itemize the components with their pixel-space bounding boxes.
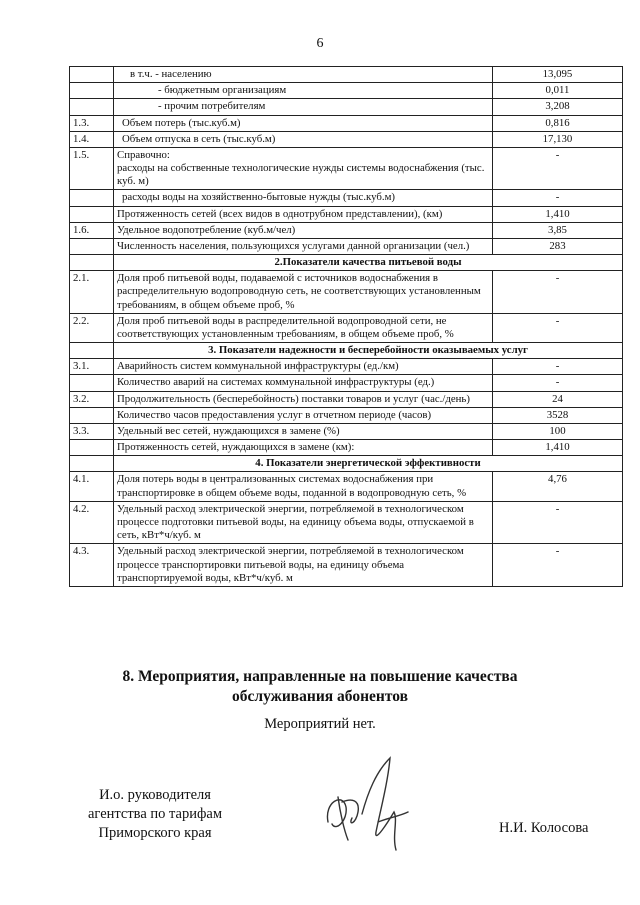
section-header: 4. Показатели энергетической эффективности [114,456,623,472]
row-number [70,440,114,456]
section-8-title-line2: обслуживания абонентов [232,688,408,706]
indicator-label: Доля проб питьевой воды, подаваемой с источников водоснабжения в распределительную водопроводную сеть, не соответствующих установленным требованиям, в общем объеме проб, % [114,271,493,314]
position-line-2: агентства по тарифам [88,805,222,822]
indicator-value: - [493,359,623,375]
section-8-title [0,667,640,707]
section-header-row [70,255,623,271]
signatory-position [70,786,240,843]
indicator-value: 1,410 [493,440,623,456]
indicator-label: Количество аварий на системах коммунальной инфраструктуры (ед.) [114,375,493,391]
table-row [70,147,623,190]
indicator-label: Доля потерь воды в централизованных системах водоснабжения при транспортировке в общем объеме воды, поданной в водопроводную сеть, % [114,472,493,501]
indicator-value: - [493,190,623,206]
indicator-value: - [493,544,623,587]
row-number [70,67,114,83]
page-number: 6 [316,36,324,51]
table-row [70,222,623,238]
indicator-label: Численность населения, пользующихся услугами данной организации (чел.) [114,238,493,254]
table-row [70,313,623,342]
section-8-title-line1: 8. Мероприятия, направленные на повышение качества [122,668,518,685]
indicator-label: Удельное водопотребление (куб.м/чел) [114,222,493,238]
row-number [70,238,114,254]
table-row [70,131,623,147]
table-row [70,375,623,391]
position-line-1: И.о. руководителя [99,787,211,803]
row-number: 1.6. [70,222,114,238]
table-row [70,544,623,587]
table-row [70,271,623,314]
table-row [70,391,623,407]
indicator-label: Продолжительность (бесперебойность) поставки товаров и услуг (час./день) [114,391,493,407]
indicator-label: Протяженность сетей, нуждающихся в замене (км): [114,440,493,456]
table-row [70,67,623,83]
indicator-value: 13,095 [493,67,623,83]
indicator-label: Количество часов предоставления услуг в отчетном периоде (часов) [114,407,493,423]
row-number: 3.3. [70,423,114,439]
table-row [70,190,623,206]
table-row [70,99,623,115]
indicator-label: в т.ч. - населению [114,67,493,83]
row-number: 2.1. [70,271,114,314]
indicator-label: - прочим потребителям [114,99,493,115]
position-line-3: Приморского края [98,824,212,841]
indicator-value: 0,011 [493,83,623,99]
section-number-cell [70,343,114,359]
table-row [70,206,623,222]
table-row [70,115,623,131]
indicator-value: - [493,313,623,342]
row-number [70,190,114,206]
indicator-value: 24 [493,391,623,407]
table-row [70,238,623,254]
indicator-label: Объем потерь (тыс.куб.м) [114,115,493,131]
handwritten-signature [318,752,438,862]
indicator-value: 3,85 [493,222,623,238]
indicator-value: - [493,375,623,391]
section-header: 2.Показатели качества питьевой воды [114,255,623,271]
indicator-value: 3528 [493,407,623,423]
table-row [70,423,623,439]
table-row [70,472,623,501]
indicator-label: Справочно: расходы на собственные технологические нужды системы водоснабжения (тыс. куб. м) [114,147,493,190]
indicator-label: Удельный вес сетей, нуждающихся в замене (%) [114,423,493,439]
row-number: 4.1. [70,472,114,501]
row-number: 1.3. [70,115,114,131]
section-header-row [70,456,623,472]
row-number: 1.5. [70,147,114,190]
row-number [70,99,114,115]
row-number: 3.2. [70,391,114,407]
indicator-label: Протяженность сетей (всех видов в однотрубном представлении), (км) [114,206,493,222]
indicator-value: - [493,501,623,544]
table-row [70,501,623,544]
section-header-row [70,343,623,359]
row-number [70,375,114,391]
row-number: 4.2. [70,501,114,544]
table-row [70,83,623,99]
indicator-value: 1,410 [493,206,623,222]
row-number: 3.1. [70,359,114,375]
row-number [70,407,114,423]
no-measures-text: Мероприятий нет. [264,716,376,732]
indicator-label: - бюджетным организациям [114,83,493,99]
indicator-label: Доля проб питьевой воды в распределительной водопроводной сети, не соответствующих установленным требованиям, в общем объеме проб, % [114,313,493,342]
section-number-cell [70,255,114,271]
indicator-value: 3,208 [493,99,623,115]
indicator-value: 17,130 [493,131,623,147]
signatory-name: Н.И. Колосова [499,820,589,836]
table-row [70,440,623,456]
indicator-label: Объем отпуска в сеть (тыс.куб.м) [114,131,493,147]
section-number-cell [70,456,114,472]
table-row [70,407,623,423]
indicator-value: 4,76 [493,472,623,501]
table-row [70,359,623,375]
row-number [70,83,114,99]
indicators-table [69,66,623,587]
row-number: 1.4. [70,131,114,147]
indicator-value: - [493,147,623,190]
section-header: 3. Показатели надежности и бесперебойности оказываемых услуг [114,343,623,359]
indicator-value: 100 [493,423,623,439]
indicator-label: Удельный расход электрической энергии, потребляемой в технологическом процессе транспортировки питьевой воды, на единицу объема транспортируемой воды, кВт*ч/куб. м [114,544,493,587]
indicator-value: 283 [493,238,623,254]
indicator-value: - [493,271,623,314]
row-number: 2.2. [70,313,114,342]
indicator-value: 0,816 [493,115,623,131]
row-number [70,206,114,222]
indicator-label: Аварийность систем коммунальной инфраструктуры (ед./км) [114,359,493,375]
indicator-label: Удельный расход электрической энергии, потребляемой в технологическом процессе подготовки питьевой воды, на единицу объема воды, отпускаемой в сеть, кВт*ч/куб. м [114,501,493,544]
indicator-label: расходы воды на хозяйственно-бытовые нужды (тыс.куб.м) [114,190,493,206]
row-number: 4.3. [70,544,114,587]
